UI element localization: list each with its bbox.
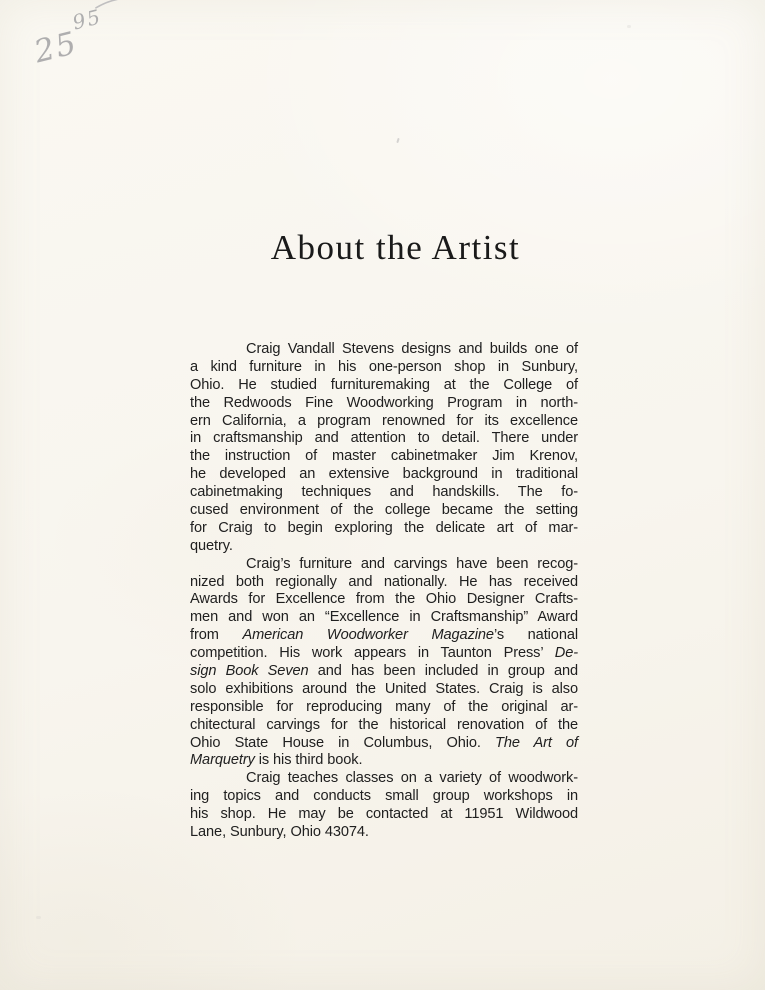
text-segment: Awards for Excellence from the Ohio Designer Crafts-	[190, 591, 578, 608]
text-line	[190, 806, 578, 824]
text-line	[190, 466, 578, 484]
dust-speck	[627, 25, 631, 28]
text-segment: Lane, Sunbury, Ohio 43074.	[190, 824, 369, 841]
text-line	[190, 484, 578, 502]
italic-text-segment: The Art of	[495, 734, 578, 751]
handwritten-price	[18, 0, 168, 75]
text-line	[190, 574, 578, 592]
text-line	[190, 824, 578, 842]
dust-speck	[36, 916, 41, 919]
text-segment: men and won an “Excellence in Craftsmanship” Award	[190, 609, 578, 626]
paragraph	[190, 556, 578, 771]
text-segment: his shop. He may be contacted at 11951 Wildwood	[190, 806, 578, 823]
text-line	[190, 341, 578, 359]
text-line	[190, 681, 578, 699]
text-line	[190, 430, 578, 448]
italic-text-segment: De-	[554, 645, 578, 662]
text-line	[190, 413, 578, 431]
text-line	[190, 788, 578, 806]
italic-text-segment: American Woodworker Magazine	[242, 627, 494, 644]
text-line	[190, 752, 578, 770]
text-segment: cused environment of the college became the setting	[190, 502, 578, 519]
text-segment: a kind furniture in his one-person shop in Sunbury,	[190, 358, 578, 375]
text-line	[190, 359, 578, 377]
italic-text-segment: sign Book Seven	[190, 663, 309, 680]
text-segment: quetry.	[190, 537, 233, 554]
text-line	[190, 717, 578, 735]
text-segment: for Craig to begin exploring the delicate art of mar-	[190, 519, 578, 536]
text-line	[190, 645, 578, 663]
text-line	[190, 699, 578, 717]
text-line	[190, 538, 578, 556]
paragraph	[190, 341, 578, 556]
text-segment: is his third book.	[254, 752, 363, 769]
text-segment: Ohio. He studied furnituremaking at the College of	[190, 376, 578, 393]
text-line	[190, 609, 578, 627]
text-segment: he developed an extensive background in traditional	[190, 466, 578, 483]
text-segment: competition. His work appears in Taunton Press’	[190, 645, 555, 662]
text-line	[190, 502, 578, 520]
text-segment: Craig’s furniture and carvings have been recog-	[246, 555, 578, 572]
text-segment: the instruction of master cabinetmaker Jim Krenov,	[190, 448, 578, 465]
text-segment: solo exhibitions around the United States. Craig is also	[190, 680, 578, 697]
text-line	[190, 556, 578, 574]
text-segment: ern California, a program renowned for its excellence	[190, 412, 578, 429]
text-segment: responsible for reproducing many of the original ar-	[190, 698, 578, 715]
price-cents: 95	[70, 4, 105, 35]
text-line	[190, 520, 578, 538]
text-line	[190, 663, 578, 681]
text-line	[190, 395, 578, 413]
text-segment: and has been included in group and	[308, 663, 578, 680]
text-segment: from	[190, 627, 243, 644]
body-text	[190, 341, 578, 842]
text-segment: chitectural carvings for the historical renovation of the	[190, 716, 578, 733]
text-segment: ’s national	[493, 627, 578, 644]
text-segment: ing topics and conducts small group workshops in	[190, 788, 578, 805]
price-underline-stroke	[95, 0, 129, 8]
italic-text-segment: Marquetry	[190, 752, 255, 769]
text-segment: the Redwoods Fine Woodworking Program in north-	[190, 394, 578, 411]
text-line	[190, 735, 578, 753]
text-line	[190, 377, 578, 395]
dust-speck	[396, 138, 399, 143]
text-line	[190, 448, 578, 466]
paragraph	[190, 770, 578, 842]
text-line	[190, 770, 578, 788]
text-segment: Ohio State House in Columbus, Ohio.	[190, 734, 496, 751]
price-dollars: 25	[30, 24, 82, 71]
text-line	[190, 627, 578, 645]
text-segment: in craftsmanship and attention to detail. There under	[190, 430, 578, 447]
page-title: About the Artist	[270, 228, 521, 267]
text-segment: cabinetmaking techniques and handskills. The fo-	[190, 484, 578, 501]
text-segment: nized both regionally and nationally. He has received	[190, 573, 578, 590]
text-segment: Craig Vandall Stevens designs and builds one of	[246, 341, 578, 357]
text-line	[190, 591, 578, 609]
text-segment: Craig teaches classes on a variety of woodwork-	[246, 770, 578, 787]
